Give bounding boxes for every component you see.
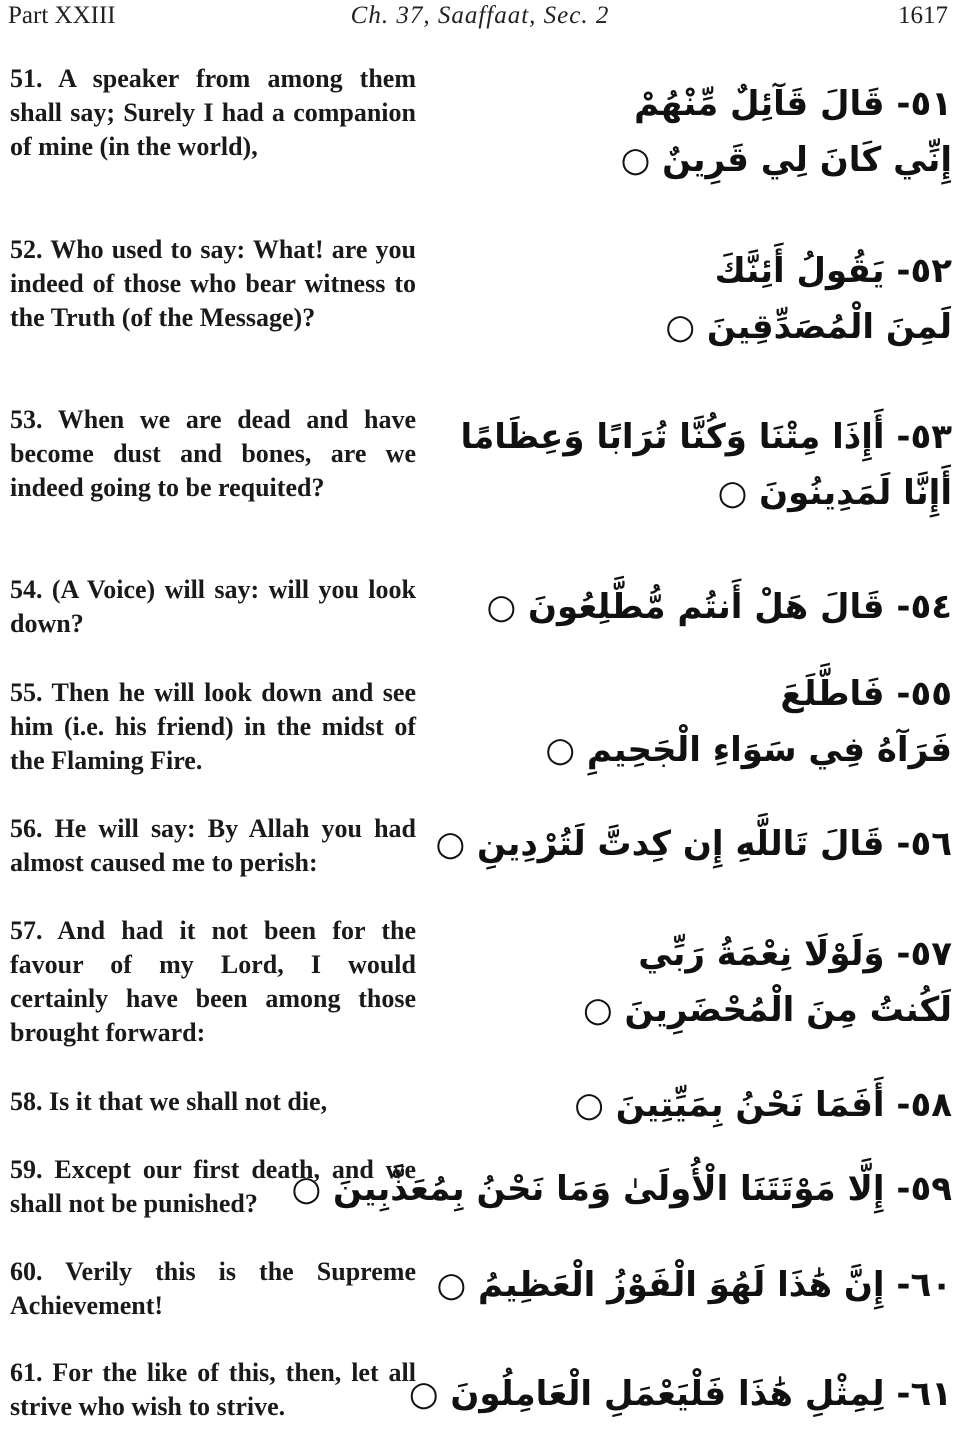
verse-arabic	[435, 816, 952, 872]
verse-translation: 60. Verily this is the Supreme Achievement!	[10, 1257, 416, 1320]
arabic-line: ٦١- لِمِثْلِ هَٰذَا فَلْيَعْمَلِ الْعَامِلُونَ ○	[408, 1374, 952, 1414]
verse-translation: 58. Is it that we shall not die,	[10, 1087, 328, 1116]
verse-arabic	[291, 1161, 952, 1217]
arabic-line: ٥٨- أَفَمَا نَحْنُ بِمَيِّتِينَ ○	[574, 1085, 952, 1125]
verse-translation: 57. And had it not been for the favour of my Lord, I would certainly have been among those brought forward:	[10, 916, 416, 1047]
arabic-line: لَمِنَ الْمُصَدِّقِينَ ○	[665, 307, 952, 347]
arabic-line: إِنِّي كَانَ لِي قَرِينٌ ○	[620, 140, 952, 180]
verse-arabic	[452, 243, 952, 355]
arabic-line: ٥٦- قَالَ تَاللَّهِ إِن كِدتَّ لَتُرْدِينِ ○	[435, 824, 952, 864]
arabic-line: ٥٢- يَقُولُ أَئِنَّكَ	[714, 251, 952, 291]
verse-arabic	[436, 1257, 952, 1313]
arabic-line: ٥١- قَالَ قَآئِلٌ مِّنْهُمْ	[634, 84, 952, 124]
verse-arabic	[452, 666, 952, 778]
arabic-line: ٥٧- وَلَوْلَا نِعْمَةُ رَبِّي	[638, 934, 952, 974]
verse-arabic	[452, 409, 952, 521]
page-header	[0, 0, 960, 40]
verse-translation: 59. Except our first death, and we shall not be punished?	[10, 1155, 416, 1218]
verse-translation: 61. For the like of this, then, let all strive who wish to strive.	[10, 1358, 416, 1421]
arabic-line: ٥٤- قَالَ هَلْ أَنتُم مُّطَّلِعُونَ ○	[486, 587, 952, 627]
verse-translation: 51. A speaker from among them shall say; Surely I had a companion of mine (in the world),	[10, 64, 416, 161]
verse-arabic	[452, 1077, 952, 1133]
verse-translation: 54. (A Voice) will say: will you look down?	[10, 575, 416, 638]
verse-arabic	[452, 579, 952, 635]
verse-arabic	[452, 926, 952, 1038]
arabic-line: ٥٥- فَاطَّلَعَ	[780, 674, 952, 714]
chapter-title: Ch. 37, Saaffaat, Sec. 2	[350, 2, 610, 29]
verse-translation: 56. He will say: By Allah you had almost caused me to perish:	[10, 814, 416, 877]
page-number: 1617	[898, 2, 948, 29]
arabic-line: أَإِنَّا لَمَدِينُونَ ○	[717, 473, 952, 513]
part-label: Part XXIII	[8, 2, 116, 29]
verse-translation: 52. Who used to say: What! are you indeed of those who bear witness to the Truth (of the Message)?	[10, 235, 416, 332]
arabic-line: ٥٩- إِلَّا مَوْتَتَنَا الْأُولَىٰ وَمَا نَحْنُ بِمُعَذَّبِينَ ○	[291, 1169, 952, 1209]
verse-translation: 53. When we are dead and have become dust and bones, are we indeed going to be requited?	[10, 405, 416, 502]
verse-translation: 55. Then he will look down and see him (i.e. his friend) in the midst of the Flaming Fire.	[10, 678, 416, 775]
arabic-line: ٦٠- إِنَّ هَٰذَا لَهُوَ الْفَوْزُ الْعَظِيمُ ○	[436, 1265, 952, 1305]
verse-arabic	[452, 76, 952, 188]
arabic-line: فَرَآهُ فِي سَوَاءِ الْجَحِيمِ ○	[545, 730, 952, 770]
verse-arabic	[408, 1366, 952, 1422]
arabic-line: لَكُنتُ مِنَ الْمُحْضَرِينَ ○	[583, 990, 952, 1030]
arabic-line: ٥٣- أَإِذَا مِتْنَا وَكُنَّا تُرَابًا وَعِظَامًا	[460, 417, 952, 457]
